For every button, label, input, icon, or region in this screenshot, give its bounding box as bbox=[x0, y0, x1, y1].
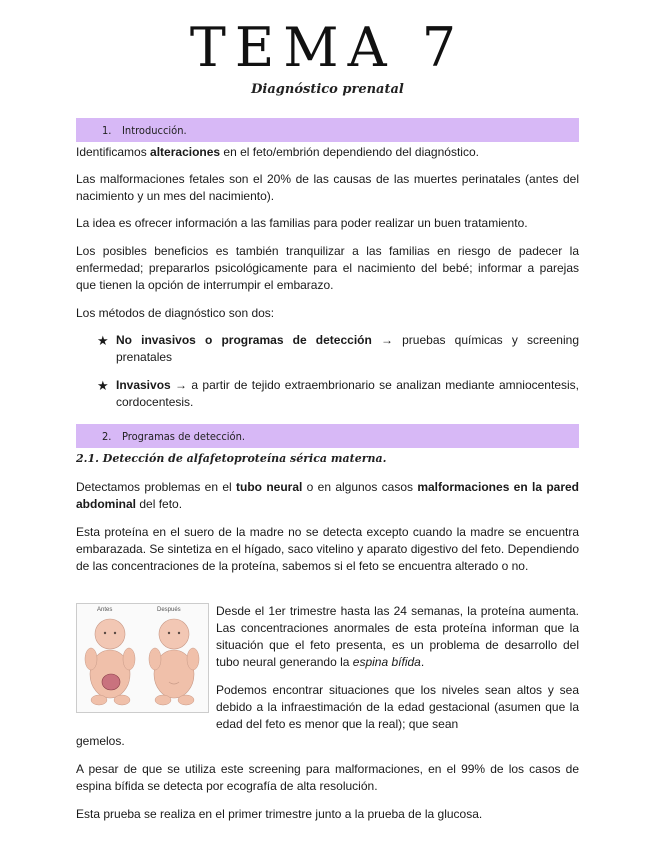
paragraph-ecografia: A pesar de que se utiliza este screening para malformaciones, en el 99% de los casos de espina bífida se detecta por ecografía de alta resolución. bbox=[76, 762, 579, 793]
paragraph-proteina: Esta proteína en el suero de la madre no se detecta excepto cuando la madre se encuentra embarazada. Se sintetiza en el hígado, saco vitelino y aparato digestivo del feto. Dependiendo de las concentraciones de la proteína, sabemos si el feto se encuentra alterado o no. bbox=[76, 525, 579, 573]
page-subtitle: Diagnóstico prenatal bbox=[251, 82, 404, 97]
page-title: TEMA 7 bbox=[189, 16, 466, 79]
bullet-invasivos: ★ Invasivos → a partir de tejido extraembrionario se analizan mediante amniocentesis, cordocentesis. bbox=[97, 378, 579, 409]
section-heading-programas bbox=[76, 424, 579, 448]
paragraph-alteraciones: Identificamos alteraciones en el feto/embrión dependiendo del diagnóstico. bbox=[76, 145, 479, 159]
paragraph-glucosa: Esta prueba se realiza en el primer trimestre junto a la prueba de la glucosa. bbox=[76, 807, 483, 821]
paragraph-malformaciones: Las malformaciones fetales son el 20% de las causas de las muertes perinatales (antes del nacimiento y un mes del nacimiento). bbox=[76, 172, 579, 203]
figure-label-before: Antes bbox=[97, 607, 113, 613]
subsection-heading: 2.1. Detección de alfafetoproteína sérica materna. bbox=[76, 452, 387, 465]
section-heading-text: Introducción. bbox=[122, 123, 187, 137]
paragraph-detectamos: Detectamos problemas en el tubo neural o en algunos casos malformaciones en la pared abdominal del feto. bbox=[76, 480, 579, 511]
section-number: 2. bbox=[102, 429, 112, 443]
paragraph-gemelos: gemelos. bbox=[76, 734, 125, 748]
section-heading-introduccion bbox=[76, 118, 579, 142]
star-bullet-icon: ★ bbox=[97, 378, 109, 393]
paragraph-trimestre: Desde el 1er trimestre hasta las 24 semanas, la proteína aumenta. Las concentraciones anormales de esta proteína informan que la situación que el feto presenta, es un problema de desarrollo del tubo neural generando la espina bífida. bbox=[216, 604, 579, 669]
paragraph-metodos: Los métodos de diagnóstico son dos: bbox=[76, 306, 275, 320]
baby-illustration-image bbox=[76, 603, 209, 713]
paragraph-beneficios: Los posibles beneficios es también tranquilizar a las familias en riesgo de padecer la enfermedad; prepararlos psicológicamente para el nacimiento del bebé; informar a parejas que tienen la opción de interrumpir el embarazo. bbox=[76, 244, 579, 292]
paragraph-niveles-altos: Podemos encontrar situaciones que los niveles sean altos y sea debido a la infraestimación de la edad gestacional (asumen que la edad del feto es menor que la real); que sean bbox=[216, 683, 579, 731]
section-heading-text: Programas de detección. bbox=[122, 429, 246, 443]
paragraph-idea: La idea es ofrecer información a las familias para poder realizar un buen tratamiento. bbox=[76, 216, 528, 230]
section-number: 1. bbox=[102, 123, 112, 137]
bullet-no-invasivos: ★ No invasivos o programas de detección → pruebas químicas y screening prenatales bbox=[97, 333, 579, 364]
star-bullet-icon: ★ bbox=[97, 333, 109, 348]
babies-drawing bbox=[77, 604, 208, 712]
figure-label-after: Después bbox=[157, 607, 181, 613]
